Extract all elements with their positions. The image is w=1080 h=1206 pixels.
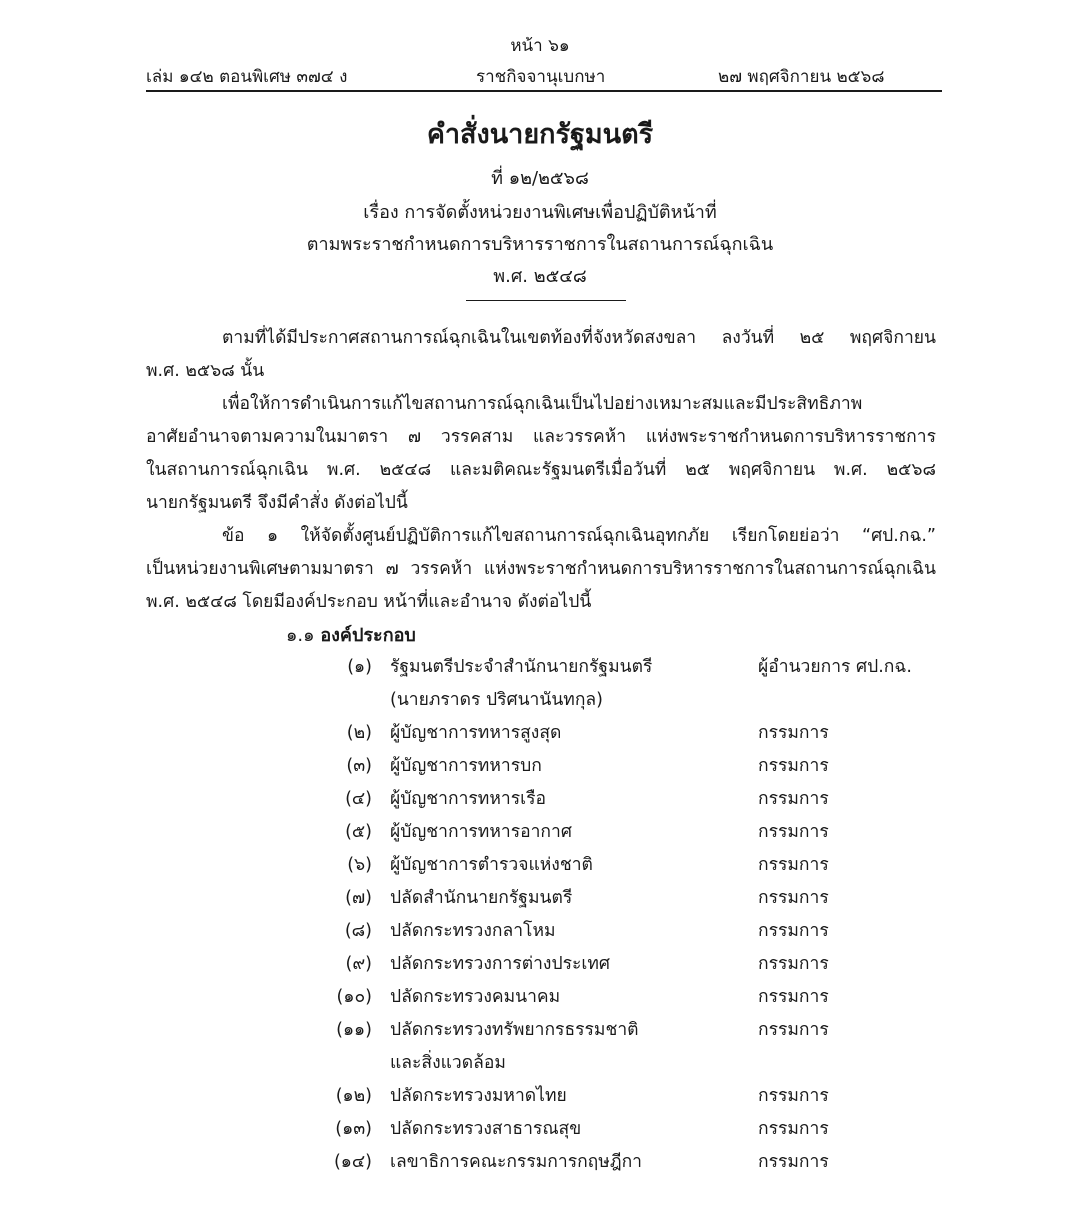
- member-number: (๓): [346, 756, 372, 776]
- member-position: ปลัดกระทรวงทรัพยากรธรรมชาติ: [390, 1020, 639, 1040]
- section-title: องค์ประกอบ: [320, 625, 416, 646]
- body-line: เป็นหน่วยงานพิเศษตามมาตรา ๗ วรรคห้า แห่งพระราชกำหนดการบริหารราชการในสถานการณ์ฉุกเฉิน: [146, 559, 936, 579]
- section-heading: [286, 620, 416, 649]
- body-line: พ.ศ. ๒๕๖๘ นั้น: [146, 361, 265, 381]
- member-number: (๑๓): [335, 1119, 372, 1139]
- member-role: กรรมการ: [758, 1086, 829, 1106]
- member-role: กรรมการ: [758, 888, 829, 908]
- body-line: นายกรัฐมนตรี จึงมีคำสั่ง ดังต่อไปนี้: [146, 493, 408, 513]
- member-number: (๘): [344, 921, 372, 941]
- member-position: ผู้บัญชาการตำรวจแห่งชาติ: [390, 855, 593, 875]
- member-position: รัฐมนตรีประจำสำนักนายกรัฐมนตรี: [390, 657, 653, 677]
- member-number: (๑๔): [333, 1152, 372, 1172]
- volume-issue: เล่ม ๑๔๒ ตอนพิเศษ ๓๗๔ ง: [146, 67, 348, 87]
- member-number: (๑๐): [336, 987, 372, 1007]
- body-line: อาศัยอำนาจตามความในมาตรา ๗ วรรคสาม และวรรคห้า แห่งพระราชกำหนดการบริหารราชการ: [146, 427, 936, 447]
- member-position: ปลัดกระทรวงสาธารณสุข: [390, 1119, 582, 1139]
- member-role: กรรมการ: [758, 987, 829, 1007]
- order-subject-line: พ.ศ. ๒๕๔๘: [493, 266, 587, 287]
- order-number: ที่ ๑๒/๒๕๖๘: [491, 168, 589, 189]
- member-position: เลขาธิการคณะกรรมการกฤษฎีกา: [390, 1152, 642, 1172]
- body-line: พ.ศ. ๒๕๔๘ โดยมีองค์ประกอบ หน้าที่และอำนาจ ดังต่อไปนี้: [146, 592, 592, 612]
- member-position: ปลัดกระทรวงการต่างประเทศ: [390, 954, 610, 974]
- order-subject-line: เรื่อง การจัดตั้งหน่วยงานพิเศษเพื่อปฏิบัติหน้าที่: [363, 202, 717, 223]
- member-role: ผู้อำนวยการ ศป.กฉ.: [758, 657, 912, 677]
- member-number: (๑๒): [335, 1086, 372, 1106]
- header-rule: [146, 90, 942, 92]
- section-number: ๑.๑: [286, 625, 315, 646]
- body-line: ข้อ ๑ ให้จัดตั้งศูนย์ปฏิบัติการแก้ไขสถานการณ์ฉุกเฉินอุทกภัย เรียกโดยย่อว่า “ศป.กฉ.”: [222, 526, 936, 546]
- order-subject-line: ตามพระราชกำหนดการบริหารราชการในสถานการณ์ฉุกเฉิน: [306, 234, 774, 255]
- member-number: (๕): [345, 822, 372, 842]
- member-role: กรรมการ: [758, 756, 829, 776]
- member-role: กรรมการ: [758, 1020, 829, 1040]
- member-role: กรรมการ: [758, 822, 829, 842]
- member-role: กรรมการ: [758, 954, 829, 974]
- page-number: หน้า ๖๑: [510, 36, 570, 56]
- member-position: ผู้บัญชาการทหารเรือ: [390, 789, 546, 809]
- member-position: ผู้บัญชาการทหารสูงสุด: [390, 723, 562, 743]
- member-number: (๑๑): [336, 1020, 372, 1040]
- member-position: ปลัดกระทรวงคมนาคม: [390, 987, 561, 1007]
- body-line: ในสถานการณ์ฉุกเฉิน พ.ศ. ๒๕๔๘ และมติคณะรัฐมนตรีเมื่อวันที่ ๒๕ พฤศจิกายน พ.ศ. ๒๕๖๘: [146, 460, 936, 480]
- member-position: ผู้บัญชาการทหารอากาศ: [390, 822, 572, 842]
- gazette-name: ราชกิจจานุเบกษา: [476, 67, 606, 87]
- member-number: (๔): [345, 789, 372, 809]
- body-line: เพื่อให้การดำเนินการแก้ไขสถานการณ์ฉุกเฉินเป็นไปอย่างเหมาะสมและมีประสิทธิภาพ: [222, 394, 863, 414]
- body-line: ตามที่ได้มีประกาศสถานการณ์ฉุกเฉินในเขตท้องที่จังหวัดสงขลา ลงวันที่ ๒๕ พฤศจิกายน: [222, 328, 936, 348]
- member-role: กรรมการ: [758, 723, 829, 743]
- member-role: กรรมการ: [758, 921, 829, 941]
- order-title: คำสั่งนายกรัฐมนตรี: [426, 119, 654, 150]
- member-position: ปลัดสำนักนายกรัฐมนตรี: [390, 888, 573, 908]
- member-role: กรรมการ: [758, 1152, 829, 1172]
- member-number: (๑): [347, 657, 372, 677]
- member-position: ผู้บัญชาการทหารบก: [390, 756, 542, 776]
- member-position-continued: (นายภราดร ปริศนานันทกุล): [390, 690, 603, 710]
- member-role: กรรมการ: [758, 789, 829, 809]
- member-number: (๙): [345, 954, 372, 974]
- member-number: (๒): [346, 723, 372, 743]
- member-role: กรรมการ: [758, 855, 829, 875]
- title-rule: [466, 300, 626, 301]
- member-position: ปลัดกระทรวงมหาดไทย: [390, 1086, 567, 1106]
- member-position: ปลัดกระทรวงกลาโหม: [390, 921, 556, 941]
- member-number: (๖): [347, 855, 372, 875]
- member-number: (๗): [345, 888, 372, 908]
- publication-date: ๒๗ พฤศจิกายน ๒๕๖๘: [718, 67, 885, 87]
- member-role: กรรมการ: [758, 1119, 829, 1139]
- member-position-continued: และสิ่งแวดล้อม: [390, 1053, 506, 1073]
